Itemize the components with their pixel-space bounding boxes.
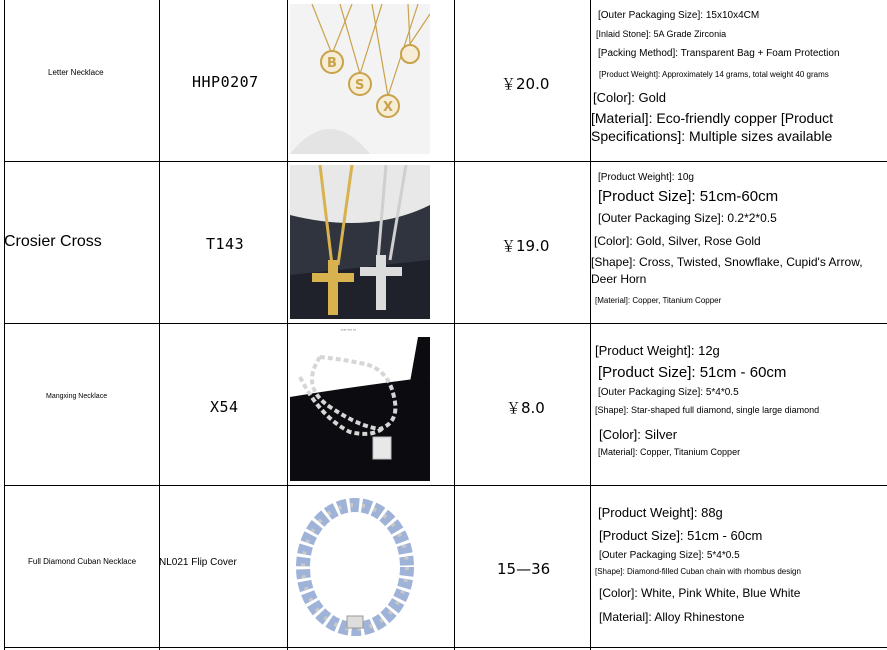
spec-line: [Material]: Eco-friendly copper [Product Specifications]: Multiple sizes available <box>591 110 833 144</box>
product-code: T143 <box>206 235 245 253</box>
column-border <box>590 0 591 650</box>
product-name: Crosier Cross <box>4 233 102 250</box>
product-photo <box>290 337 430 481</box>
spec-line: [Material]: Copper, Titanium Copper <box>598 447 741 457</box>
spec-line: [Shape]: Cross, Twisted, Snowflake, Cupid's Arrow, Deer Horn <box>591 255 863 286</box>
svg-text:B: B <box>327 56 337 71</box>
product-code: X54 <box>210 398 239 416</box>
row-border <box>4 323 887 324</box>
spec-line: [Outer Packaging Size]: 15x10x4CM <box>598 10 760 21</box>
product-name: Letter Necklace <box>48 68 104 77</box>
row-border <box>4 485 887 486</box>
column-border <box>4 0 5 650</box>
spec-line: [Material]: Copper, Titanium Copper <box>595 296 722 305</box>
row-border <box>4 647 887 648</box>
spec-line: [Product Size]: 51cm - 60cm <box>599 528 763 543</box>
spec-line: [Product Weight]: 88g <box>598 505 723 520</box>
spec-line: [Color]: White, Pink White, Blue White <box>599 586 801 600</box>
spec-line: [Outer Packaging Size]: 0.2*2*0.5 <box>598 211 777 225</box>
spec-line: [Color]: Silver <box>599 427 678 442</box>
spec-line: [Product Weight]: 10g <box>598 172 694 183</box>
column-border <box>159 0 160 650</box>
svg-text:X: X <box>383 100 394 115</box>
product-price: ￥19.0 <box>501 237 550 255</box>
spec-line: [Product Weight]: 12g <box>595 343 720 358</box>
product-price: ￥20.0 <box>501 75 550 93</box>
product-photo <box>290 4 430 154</box>
svg-text:S: S <box>355 78 365 93</box>
product-photo <box>290 165 430 319</box>
spec-line: [Inlaid Stone]: 5A Grade Zirconia <box>596 29 727 39</box>
product-code: NL021 Flip Cover <box>159 557 237 568</box>
spec-line: [Shape]: Diamond-filled Cuban chain with rhombus design <box>595 567 801 576</box>
row-border <box>4 161 887 162</box>
spec-line: [Outer Packaging Size]: 5*4*0.5 <box>598 387 739 398</box>
product-name: Mangxing Necklace <box>46 393 108 400</box>
product-name: Full Diamond Cuban Necklace <box>28 557 137 566</box>
product-code: HHP0207 <box>192 73 259 91</box>
product-price: ￥8.0 <box>506 399 545 417</box>
photo-caption: ▪▪▪▪ ▪▪▪ ▪▪ <box>341 327 356 332</box>
spec-line: [Color]: Gold, Silver, Rose Gold <box>594 234 761 248</box>
spec-line: [Material]: Alloy Rhinestone <box>599 610 745 624</box>
spec-line: [Color]: Gold <box>593 90 666 105</box>
spec-line: [Product Weight]: Approximately 14 grams, total weight 40 grams <box>599 70 829 79</box>
spec-line: [Product Size]: 51cm-60cm <box>598 188 779 205</box>
column-border <box>287 0 288 650</box>
spec-line: [Shape]: Star-shaped full diamond, single large diamond <box>595 405 820 415</box>
product-photo <box>290 489 430 643</box>
product-price: 15—36 <box>497 560 551 578</box>
column-border <box>454 0 455 650</box>
spec-line: [Product Size]: 51cm - 60cm <box>598 364 787 381</box>
spec-line: [Outer Packaging Size]: 5*4*0.5 <box>599 550 740 561</box>
spec-line: [Packing Method]: Transparent Bag + Foam Protection <box>598 48 840 59</box>
